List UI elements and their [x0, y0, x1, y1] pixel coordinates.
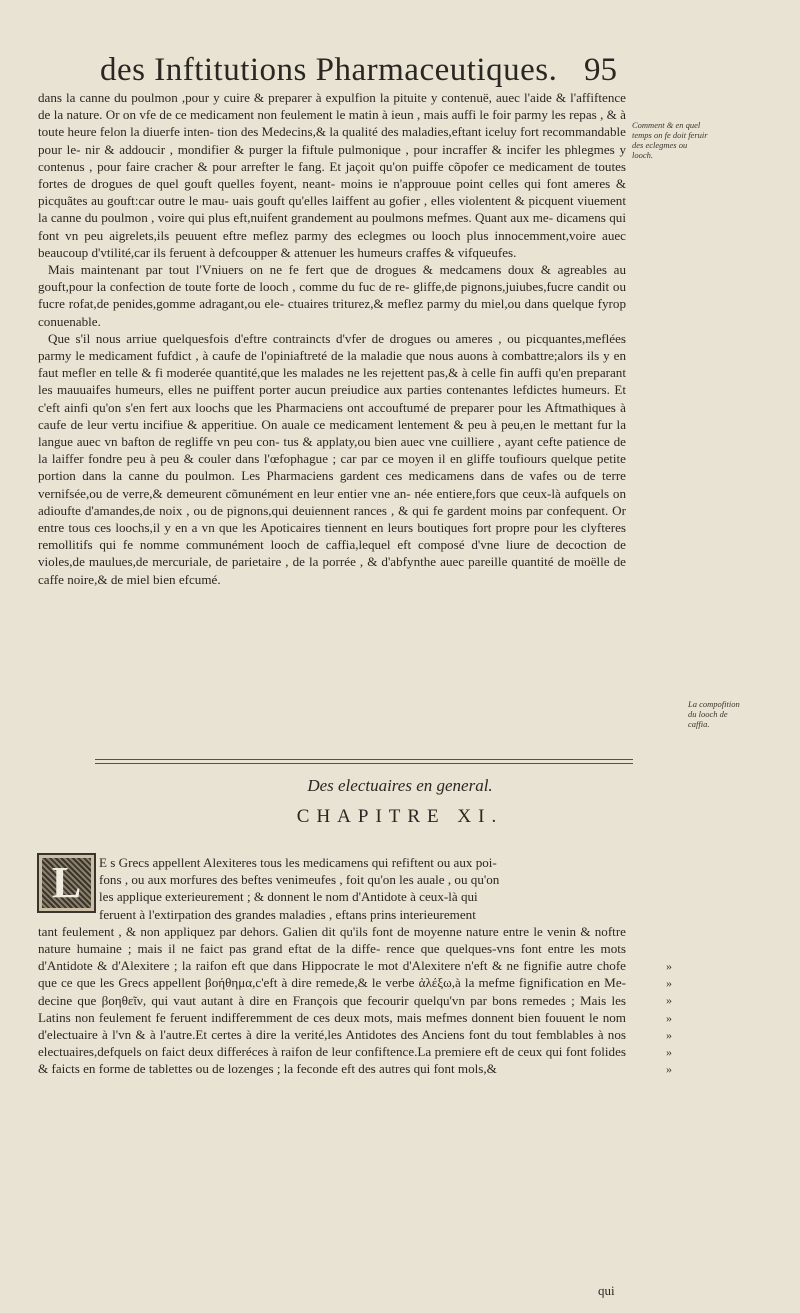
chapter-line-1: E s Grecs appellent Alexiteres tous les medicamens qui refiftent ou aux poi- [99, 855, 497, 870]
page-number: 95 [584, 52, 617, 88]
chapter-title: CHAPITRE XI. [296, 806, 504, 827]
quotation-marks: » » » » » » » [666, 959, 672, 1077]
paragraph-1: dans la canne du poulmon ,pour y cuire & preparer à expulfion la pituite y contenuë, auec l'aide & l'affiftence de la nature. Or on vfe de ce medicament non feulement le matin à ieun , mais auffi le foir parmy les repas , & à toute heure felon la diuerfe inten- tion des Medecins,& la qualité des maladies,eftant iceluy fort recommandable pour le- nir & addoucir , mondifier & purger la fiftule pulmonique , pour incraffer & incifer les phlegmes y contenus , pour faire cracher & pour arrefter le fang. Et jaçoit qu'on puiffe cõpofer ce medicament de toutes fortes de drogues de quel gouft quelles foyent, neant- moins ie n'approuue point celles qui font ameres & picquãtes au gouft:car outre le mau- uais gouft qu'elles laiffent au gofier , elles violentent & picquent viuement la canne du poulmon , voire qui plus eft,nuifent grandement au poulmons mefmes. Quant aux me- dicamens qui font vn peu aigrelets,ils peuuent eftre meflez parmy des eclegmes ou looch plus innocemment,voire auec beaucoup d'vtilité,car ils feruent à defcoupper & attenuer les humeurs craffes & vifqueufes. [38, 90, 626, 260]
chapter-line-3: les applique exterieurement ; & donnent le nom d'Antidote à ceux-là qui [99, 889, 478, 905]
paragraph-3: Que s'il nous arriue quelquesfois d'eftre contraincts d'vfer de drogues ou ameres , ou picquantes,meflées parmy le medicament fufdict , à caufe de l'opiniaftreté de la maladie que nous auons à combattre;alors ils y en faut mefler en telle & fi moderée quantité,que les malades ne les rejettent pas,& à celle fin auffi qu'en preparant les mauuaifes humeurs, elles ne puiffent porter aucun preiudice aux parties contenantes lefdictes humeurs. Et c'eft ainfi qu'on s'en fert aux loochs que les Pharmaciens ont accouftumé de preparer pour les Aftmathiques à caufe de leur vertu incifiue & apperitiue. On auale ce medicament lentement & peu à peu,en le mettant fur la langue auec vn bafton de regliffe vn peu con- tus & applaty,ou bien auec vne cuilliere , ayant cefte patience de la laiffer fondre peu à peu & couler dans l'œfophague ; car par ce moyen il en gliffe toufiours quelque petite portion dans la canne du poulmon. Les Pharmaciens gardent ces medicamens dans de vafes ou de terre vernifsée,ou de verre,& demeurent cõmunément en leur entier vne an- née entiere,fors que ceux-là aufquels on adioufte d'amandes,de noix , ou de pignons,qui deuiennent rances , & qui fe gardent moins par confequent. Or entre tous ces loochs,il y en a vn que les Apoticaires tiennent en leurs boutiques fort propre pour les clyfteres remollitifs qui fe nomme communément looch de caffia,lequel eft composé d'vne liure de decoction de violes,de maulues,de mercuriale, de parietaire , de la porrée , & d'abfynthe auec pareille quantité de moëlle de caffe noire,& de miel bien efcumé. [38, 330, 626, 587]
body-text [38, 89, 626, 588]
catchword: qui [598, 1283, 615, 1298]
chapter-line-4: feruent à l'extirpation des grandes maladies , eftans prins interieurement [99, 906, 476, 922]
initial-letter: L [51, 858, 82, 907]
section-title: Des electuaires en general. [307, 776, 493, 795]
margin-note-looch-cassia: La compofition du looch de caffia. [688, 699, 740, 729]
chapter-text [38, 854, 626, 1078]
section-divider-thin [95, 763, 633, 764]
paragraph-2: Mais maintenant par tout l'Vniuers on ne fe fert que de drogues & medcamens doux & agreables au gouft,pour la confection de toute forte de looch , comme du fuc de re- gliffe,de pignons,juiubes,fucre candit ou fucre rofat,de penides,gomme adragant,ou ele- ctuaires triturez,& meflez parmy du miel,ou dans quelque fyrop conuenable. [38, 262, 626, 329]
chapter-line-2: fons , ou aux morfures des beftes venimeufes , foit qu'on les auale , ou qu'on [99, 872, 500, 888]
section-divider [95, 759, 633, 760]
chapter-body: tant feulement , & non appliquez par dehors. Galien dit qu'ils font de moyenne nature entre le venin & noftre nature humaine ; mais il ne faict pas grand eftat de la diffe- rence que quelques-vns font entre les mots d'Antidote & d'Alexitere ; la raifon eft que dans Hippocrate le mot d'Alexitere n'eft & ne fignifie autre chofe que ce que les Grecs appellent βοήθημα,c'eft à dire remede,& le verbe ἀλέξω,à la mefme fignification en Me- decine que βοηθεῖν, qui vaut autant à dire en François que fecourir quelqu'vn par bons remedes ; Mais les Latins non feulement fe feruent indifferemment de ces deux mots, mais mefmes donnent bien fouuent le nom d'electuaire à l'vn & à l'autre.Et certes à dire la verité,les Antidotes des Anciens font du tout femblables à nos electuaires,defquels on faict deux differéces à raifon de leur confiftence.La premiere eft de ceux qui font folides & faicts en forme de tablettes ou de lozenges ; la feconde eft des autres qui font mols,& [38, 923, 626, 1077]
running-title: des Inftitutions Pharmaceutiques. [100, 52, 558, 88]
margin-note-looch-usage: Comment & en quel temps on fe doit feruir des eclegmes ou looch. [632, 120, 708, 160]
